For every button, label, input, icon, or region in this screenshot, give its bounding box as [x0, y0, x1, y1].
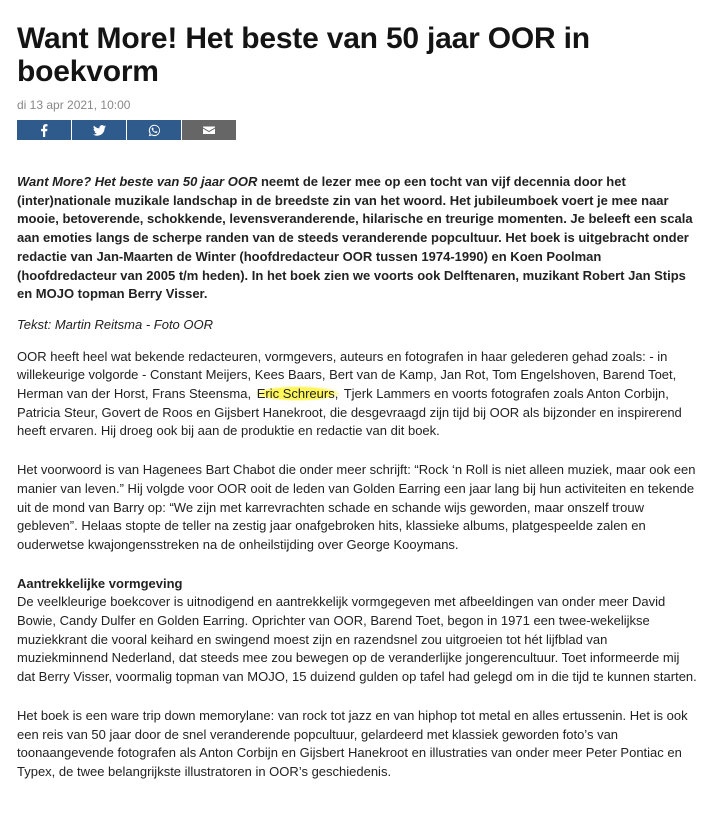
- section-heading: Aantrekkelijke vormgeving: [17, 575, 183, 591]
- article-date: di 13 apr 2021, 10:00: [17, 98, 131, 112]
- share-facebook-button[interactable]: [17, 120, 71, 140]
- paragraph-memorylane: Het boek is een ware trip down memorylane: van rock tot jazz en van hiphop tot metal en alles ertussenin. Het is ook een reis van 50 jaar door de snel veranderende popcultuur, gelardeerd met klassiek geworden foto’s van toonaangevende fotografen als Anton Corbijn en Gijsbert Hanekroot en illustraties van onder meer Peter Pontiac en Typex, de twee belangrijkste illustratoren in OOR’s geschiedenis.: [17, 707, 688, 779]
- article-lead: [17, 173, 697, 304]
- paragraph-editors: [17, 348, 697, 442]
- whatsapp-icon: [148, 124, 161, 137]
- mail-icon: [203, 125, 215, 135]
- share-whatsapp-button[interactable]: [127, 120, 181, 140]
- article-credit: Tekst: Martin Reitsma - Foto OOR: [17, 316, 214, 332]
- lead-text: neemt de lezer mee op een tocht van vijf decennia door het (inter)nationale muzikale landschap in de breedste zin van het woord. Het jubileumboek voert je mee naar mooie, betoverende, schokkende, levensveranderende, hilarische en treurige momenten. Je beleeft een scala aan emoties langs de scherpe randen van de steeds veranderende popcultuur. Het boek is uitgebracht onder redactie van Jan-Maarten de Winter (hoofdredacteur OOR tussen 1974-1990) en Koen Poolman (hoofdredacteur van 2005 t/m heden). In het boek zien we voorts ook Delftenaren, muzikant Robert Jan Stips en MOJO topman Berry Visser.: [17, 174, 693, 302]
- article-body: [17, 173, 697, 782]
- paragraph-design: De veelkleurige boekcover is uitnodigend en aantrekkelijk vormgegeven met afbeeldingen van onder meer David Bowie, Candy Dulfer en Golden Earring. Oprichter van OOR, Barend Toet, begon in 1971 een twee-wekelijkse muziekkrant die vooral keihard en swingend moest zijn en razendsnel zou uitgroeien tot hét lijfblad van muziekminnend Nederland, dat steeds mee zou bewegen op de veranderlijke jongerencultuur. Toet informeerde mij dat Berry Visser, voormalig topman van MOJO, 15 duizend gulden op tafel had gelegd om in die tijd te kunnen starten.: [17, 594, 697, 685]
- paragraph-foreword: Het voorwoord is van Hagenees Bart Chabot die onder meer schrijft: “Rock ‘n Roll is niet alleen muziek, maar ook een manier van leven.” Hij volgde voor OOR ooit de leden van Golden Earring een jaar lang bij hun activiteiten en tekende uit de mond van Barry op: “We zijn met karrevrachten schade en schande wijs geworden, maar onszelf trouw gebleven”. Helaas stopte de teller na zestig jaar onafgebroken hits, klassieke albums, platgespeelde zalen en ouderwetse kwajongensstreken na de onheilstijding over George Kooymans.: [17, 462, 696, 552]
- paragraph-editors-text-2: Tjerk Lammers en voorts fotografen zoals Anton Corbijn, Patricia Steur, Govert de Roos en Gijsbert Hanekroot, die desgevraagd zijn tijd bij OOR als bijzonder en inspirerend heeft ervaren. Hij droeg ook bij aan de produktie en redactie van dit boek.: [17, 386, 682, 439]
- twitter-icon: [93, 125, 106, 136]
- article: [17, 22, 697, 782]
- paragraph-editors-text-1: OOR heeft heel wat bekende redacteuren, vormgevers, auteurs en fotografen in haar gelederen gehad zoals: - in willekeurige volgorde - Constant Meijers, Kees Baars, Bert van de Kamp, Jan Rot, Tom Engelshoven, Barend Toet, Herman van der Horst, Frans Steensma,: [17, 348, 677, 402]
- lead-book-title: Want More? Het beste van 50 jaar OOR: [17, 174, 258, 189]
- highlighted-name: Eric Schreurs,: [256, 386, 339, 402]
- facebook-icon: [40, 124, 48, 137]
- article-title: Want More! Het beste van 50 jaar OOR in boekvorm: [17, 22, 590, 88]
- share-bar: [17, 120, 697, 140]
- share-mail-button[interactable]: [182, 120, 236, 140]
- share-twitter-button[interactable]: [72, 120, 126, 140]
